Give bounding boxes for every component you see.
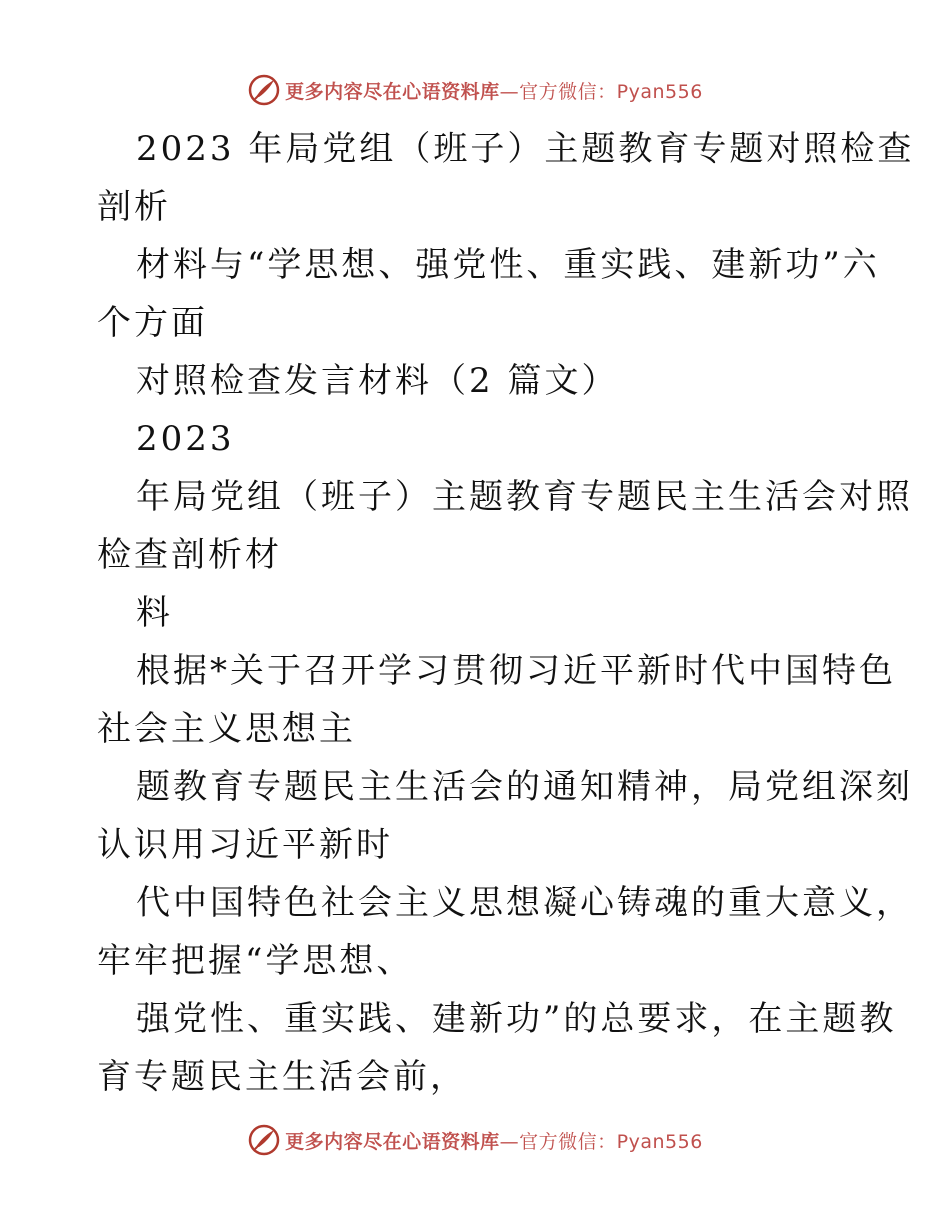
text-line: 认识用习近平新时 xyxy=(97,825,393,865)
quill-logo-icon xyxy=(247,1123,281,1157)
watermark-dash: — xyxy=(499,80,520,103)
watermark-contact: 官方微信：Pyan556 xyxy=(519,1130,703,1153)
text-line: 牢牢把握“学思想、 xyxy=(97,941,414,981)
text-line: 材料与“学思想、强党性、重实践、建新功”六 xyxy=(136,245,880,285)
text-line: 根据*关于召开学习贯彻习近平新时代中国特色 xyxy=(136,651,896,691)
text-line: 剖析 xyxy=(97,187,171,227)
watermark-text xyxy=(285,77,703,104)
watermark-header xyxy=(0,70,950,110)
watermark-text xyxy=(285,1127,703,1154)
document-body xyxy=(97,120,915,1106)
text-line: 代中国特色社会主义思想凝心铸魂的重大意义， xyxy=(136,883,913,923)
watermark-site: 更多内容尽在心语资料库 xyxy=(285,1130,500,1153)
watermark-dash: — xyxy=(499,1130,520,1153)
text-line: 社会主义思想主 xyxy=(97,709,356,749)
text-line: 题教育专题民主生活会的通知精神，局党组深刻 xyxy=(136,767,913,807)
text-line: 检查剖析材 xyxy=(97,535,282,575)
watermark-site: 更多内容尽在心语资料库 xyxy=(285,80,500,103)
text-line: 料 xyxy=(136,593,173,633)
quill-logo-icon xyxy=(247,73,281,107)
watermark-contact: 官方微信：Pyan556 xyxy=(519,80,703,103)
watermark-footer xyxy=(0,1120,950,1160)
text-line: 强党性、重实践、建新功”的总要求，在主题教 xyxy=(136,999,897,1039)
text-line: 对照检查发言材料（2 篇文） xyxy=(136,361,619,401)
text-line: 2023 xyxy=(136,419,235,459)
text-line: 个方面 xyxy=(97,303,208,343)
text-line: 年局党组（班子）主题教育专题民主生活会对照 xyxy=(136,477,913,517)
text-line: 育专题民主生活会前， xyxy=(97,1057,467,1097)
text-line: 2023 年局党组（班子）主题教育专题对照检查 xyxy=(136,129,915,169)
